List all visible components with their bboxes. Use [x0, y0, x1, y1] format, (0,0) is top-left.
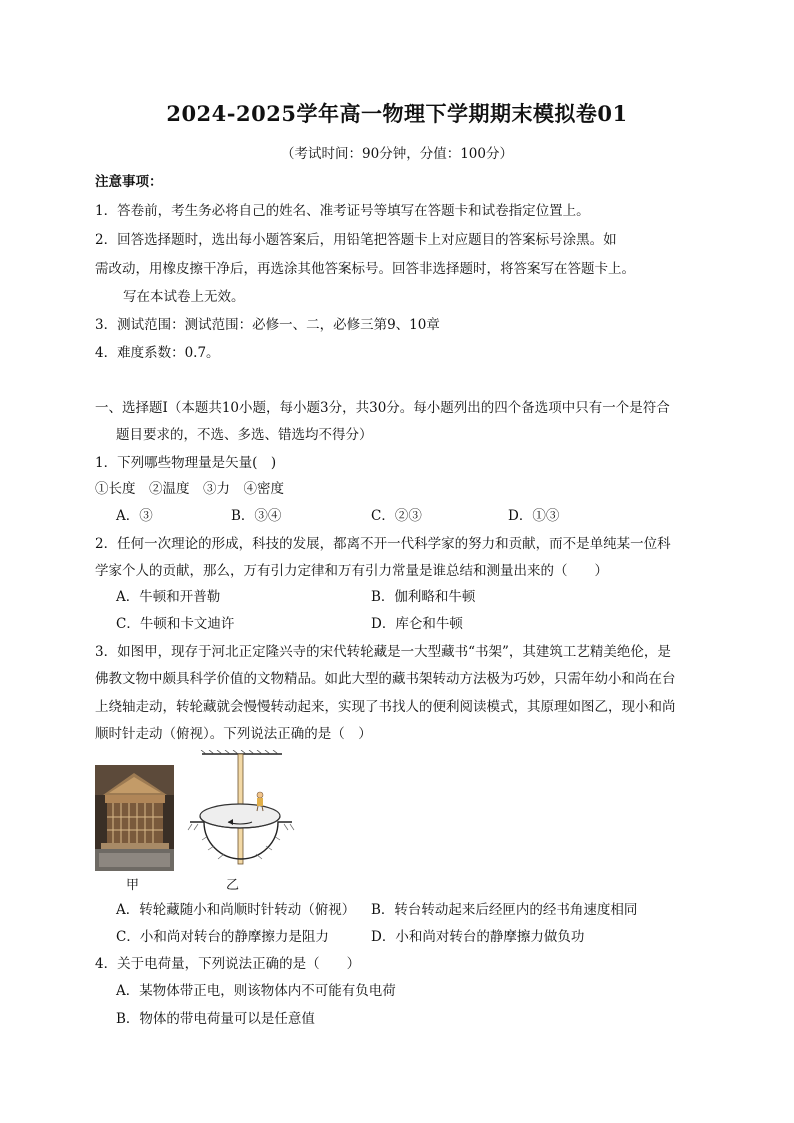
q1-stem: 1．下列哪些物理量是矢量( ) — [95, 455, 277, 471]
note-2-line2: 需改动，用橡皮擦干净后，再选涂其他答案标号。回答非选择题时，将答案写在答题卡上。 — [95, 261, 635, 277]
q2-option-d: D．库仑和牛顿 — [371, 616, 463, 632]
q2-stem-line2: 学家个人的贡献，那么，万有引力定律和万有引力常量是谁总结和测量出来的（ ） — [95, 563, 608, 579]
q1-option-b: B．③④ — [231, 508, 282, 524]
figure-yi-diagram — [184, 750, 296, 872]
q2-option-c: C．牛顿和卡文迪许 — [116, 616, 235, 632]
exam-title: 2024-2025学年高一物理下学期期末模拟卷01 — [166, 101, 628, 126]
notes-heading: 注意事项： — [95, 174, 163, 190]
q4-option-a: A．某物体带正电，则该物体内不可能有负电荷 — [116, 983, 396, 999]
section1-heading-line2: 题目要求的，不选、多选、错选均不得分） — [116, 427, 373, 443]
q3-option-c: C．小和尚对转台的静摩擦力是阻力 — [116, 929, 329, 945]
q2-option-a: A．牛顿和开普勒 — [116, 589, 221, 605]
q2-stem-line1: 2．任何一次理论的形成，科技的发展，都离不开一代科学家的努力和贡献，而不是单纯某一位科 — [95, 536, 671, 552]
q3-stem-line2: 佛教文物中颇具科学价值的文物精品。如此大型的藏书架转动方法极为巧妙，只需年幼小和尚在台 — [95, 671, 676, 687]
q3-option-a: A．转轮藏随小和尚顺时针转动（俯视） — [116, 902, 356, 918]
q3-stem-line1: 3．如图甲，现存于河北正定隆兴寺的宋代转轮藏是一大型藏书“书架”，其建筑工艺精美绝伦，是 — [95, 644, 671, 660]
figure-yi-caption: 乙 — [226, 878, 240, 893]
q1-option-c: C．②③ — [371, 508, 422, 524]
q3-stem-line4: 顺时针走动（俯视）。下列说法正确的是（ ） — [95, 726, 372, 742]
note-1: 1．答卷前，考生务必将自己的姓名、准考证号等填写在答题卡和试卷指定位置上。 — [95, 203, 590, 219]
exam-subtitle: （考试时间：90分钟，分值：100分） — [281, 146, 513, 162]
note-2-line3: 写在本试卷上无效。 — [123, 289, 245, 305]
q1-option-a: A．③ — [116, 508, 153, 524]
note-2-line1: 2．回答选择题时，选出每小题答案后，用铅笔把答题卡上对应题目的答案标号涂黑。如 — [95, 232, 617, 248]
q4-stem: 4．关于电荷量，下列说法正确的是（ ） — [95, 956, 361, 972]
q1-option-d: D．①③ — [508, 508, 560, 524]
note-3: 3．测试范围：测试范围：必修一、二，必修三第9、10章 — [95, 317, 440, 333]
figure-jia-photo — [95, 765, 174, 871]
q2-option-b: B．伽利略和牛顿 — [371, 589, 476, 605]
section1-heading-line1: 一、选择题Ⅰ（本题共10小题，每小题3分，共30分。每小题列出的四个备选项中只有一个是符合 — [95, 400, 670, 416]
q3-option-b: B．转台转动起来后经匣内的经书角速度相同 — [371, 902, 638, 918]
rotating-bookcase-photo-icon — [95, 765, 174, 871]
q3-stem-line3: 上绕轴走动，转轮藏就会慢慢转动起来，实现了书找人的便利阅读模式，其原理如图乙，现小和尚 — [95, 699, 676, 715]
q3-option-d: D．小和尚对转台的静摩擦力做负功 — [371, 929, 585, 945]
figure-jia-caption: 甲 — [126, 878, 140, 893]
q1-items: ①长度 ②温度 ③力 ④密度 — [95, 481, 284, 497]
note-4: 4．难度系数：0.7。 — [95, 345, 220, 361]
turntable-diagram-icon — [184, 750, 296, 872]
q4-option-b: B．物体的带电荷量可以是任意值 — [116, 1011, 315, 1027]
